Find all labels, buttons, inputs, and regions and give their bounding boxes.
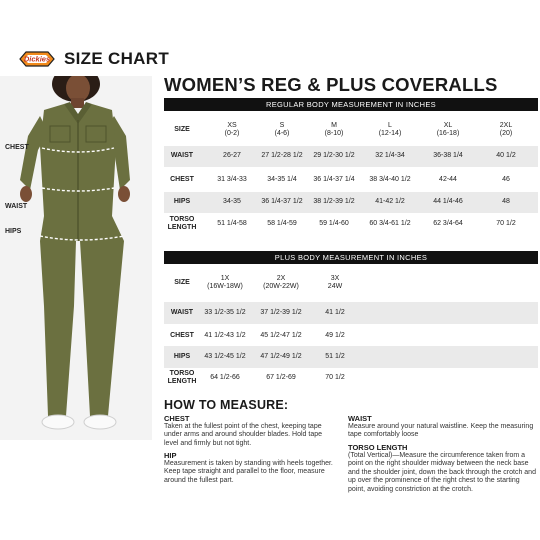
row-label: SIZE: [174, 278, 190, 286]
table-row: HIPS 34-35 36 1/4-37 1/2 38 1/2-39 1/2 41-42 1/2 44 1/4-46 48: [164, 192, 538, 213]
row-label: SIZE: [174, 125, 190, 133]
how-to-measure-title: HOW TO MEASURE:: [164, 398, 289, 412]
regular-band: REGULAR BODY MEASUREMENT IN INCHES: [164, 98, 538, 111]
svg-text:Dickies: Dickies: [23, 54, 51, 64]
table-row: TORSO LENGTH 51 1/4-58 58 1/4-59 59 1/4-60 60 3/4-61 1/2 62 3/4-64 70 1/2: [167, 215, 516, 231]
plus-size-row: [164, 270, 538, 296]
hip-description: Measurement is taken by standing with heels together. Keep tape straight and parallel to the floor, measure around the fullest part.: [164, 460, 333, 484]
size-header: XS (0-2): [224, 121, 240, 137]
chest-description: Taken at the fullest point of the chest, keeping tape under arms and around shoulder blades. Hold tape level and firmly but not tight.: [164, 423, 322, 447]
hip-heading: HIP: [164, 451, 177, 460]
regular-size-row: [164, 117, 538, 143]
waist-heading: WAIST: [348, 414, 372, 423]
table-row: CHEST 41 1/2-43 1/2 45 1/2-47 1/2 49 1/2: [170, 331, 345, 339]
size-header: XL (16-18): [436, 121, 460, 137]
size-header: 1X (16W-18W): [207, 274, 243, 290]
table-row: HIPS 43 1/2-45 1/2 47 1/2-49 1/2 51 1/2: [164, 346, 538, 368]
model-illustration: [0, 76, 152, 440]
size-chart-title: SIZE CHART: [64, 49, 169, 68]
size-header: S (4-6): [274, 121, 290, 137]
size-header: 2X (20W-22W): [263, 274, 299, 290]
label-chest: CHEST: [5, 144, 29, 151]
waist-description: Measure around your natural waistline. Keep the measuring tape comfortably loose: [348, 423, 534, 439]
chest-heading: CHEST: [164, 414, 190, 423]
torso-description: (Total Vertical)—Measure the circumference taken from a point on the right shoulder midway between the neck base and the shoulder joint, down the back through the crotch and up over the prominence of the right chest to the starting point, avoiding constriction at the crotch.: [348, 452, 536, 493]
size-header: L (12-14): [378, 121, 402, 137]
table-row: WAIST 33 1/2-35 1/2 37 1/2-39 1/2 41 1/2: [164, 302, 538, 324]
size-header: 2XL (20): [499, 121, 513, 137]
label-hips: HIPS: [5, 228, 22, 235]
label-waist: WAIST: [5, 203, 28, 210]
table-row: TORSO LENGTH 64 1/2-66 67 1/2-69 70 1/2: [167, 369, 345, 385]
table-row: CHEST 31 3/4-33 34-35 1/4 36 1/4-37 1/4 38 3/4-40 1/2 42-44 46: [170, 175, 510, 183]
size-header: 3X 24W: [327, 274, 343, 290]
size-header: M (8-10): [324, 121, 344, 137]
plus-band: PLUS BODY MEASUREMENT IN INCHES: [164, 251, 538, 264]
torso-heading: TORSO LENGTH: [348, 443, 408, 452]
table-row: WAIST 26-27 27 1/2-28 1/2 29 1/2-30 1/2 32 1/4-34 36-38 1/4 40 1/2: [164, 146, 538, 167]
dickies-logo: [18, 50, 56, 68]
page-title: WOMEN’S REG & PLUS COVERALLS: [164, 74, 498, 95]
coverall-figure: [0, 76, 152, 440]
